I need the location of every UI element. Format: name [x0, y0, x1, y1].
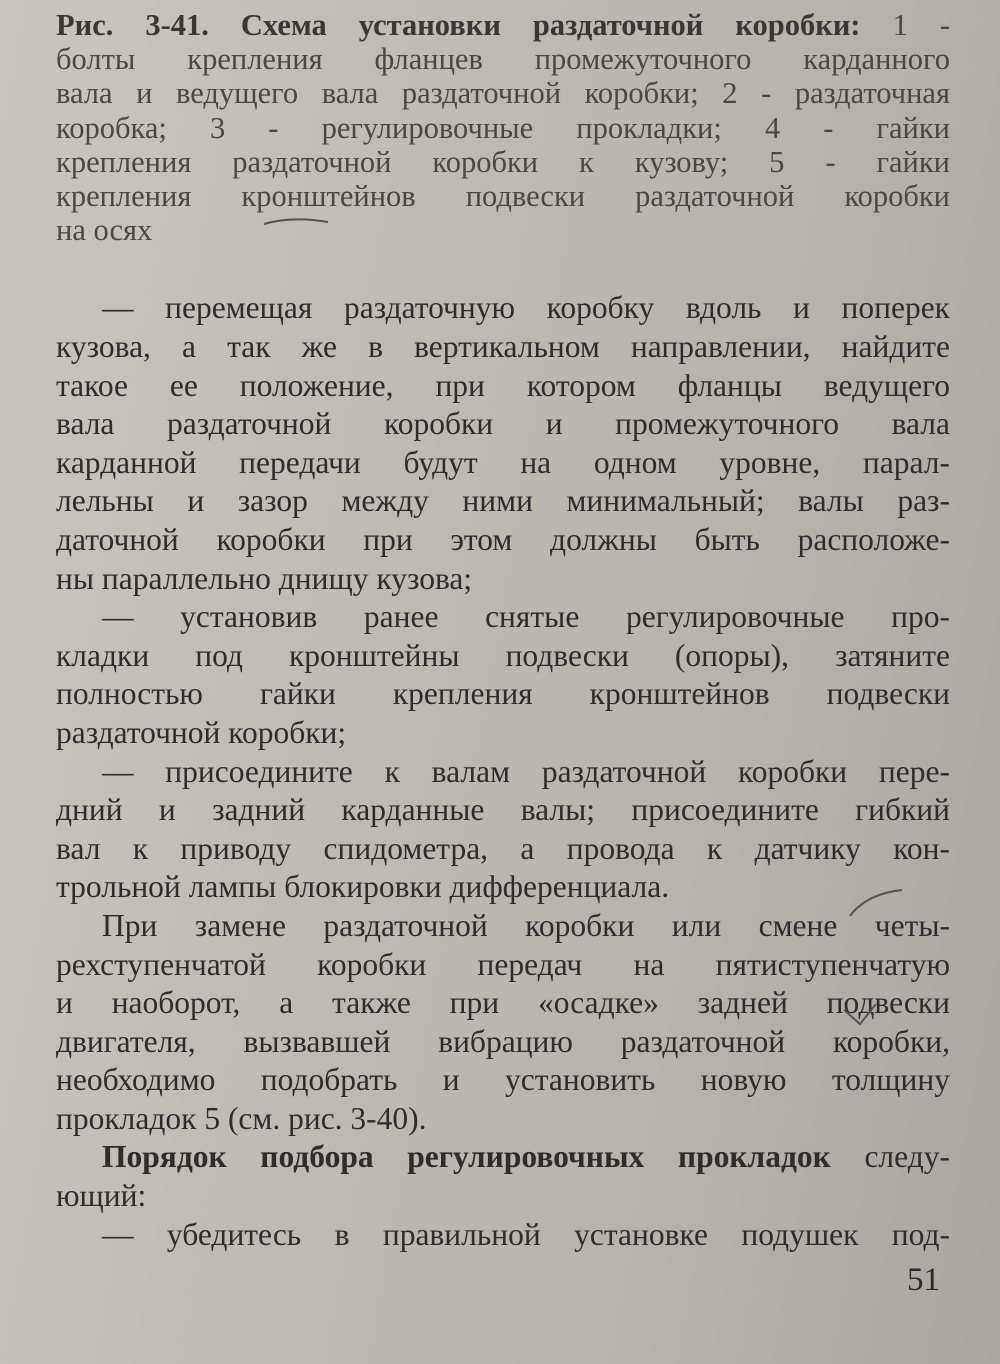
text-line: При замене раздаточной коробки или смене четы-	[102, 907, 950, 943]
text-line: — убедитесь в правильной установке подушек под-	[102, 1216, 950, 1252]
text-line	[56, 1138, 950, 1177]
bold-heading: Порядок подбора регулировочных прокладок	[102, 1139, 831, 1175]
text-line: необходимо подобрать и установить новую толщину	[56, 1062, 950, 1098]
text-line: — присоедините к валам раздаточной коробки пере-	[102, 753, 950, 789]
paragraph-5	[56, 1138, 950, 1215]
paragraph-3	[56, 753, 950, 907]
caption-line-5: крепления раздаточной коробки к кузову; 5 - гайки	[56, 144, 950, 179]
text-line: карданной передачи будут на одном уровне, парал-	[56, 444, 950, 480]
text-line: ны параллельно днищу кузова;	[56, 560, 473, 596]
text-line: — перемещая раздаточную коробку вдоль и поперек	[102, 290, 950, 326]
caption-line-7: на осях	[56, 213, 153, 248]
text-fragment: следу-	[864, 1139, 950, 1175]
paragraph-1	[56, 289, 950, 598]
text-line: такое ее положение, при котором фланцы ведущего	[56, 367, 950, 403]
body-text	[56, 289, 950, 1254]
text-line: раздаточной коробки;	[56, 714, 347, 750]
caption-line-3: вала и ведущего вала раздаточной коробки; 2 - раздаточная	[56, 76, 950, 111]
caption-text: 1 -	[892, 8, 950, 42]
text-line: вал к приводу спидометра, а провода к датчику кон-	[56, 830, 950, 866]
caption-heading: Рис. 3-41. Схема установки раздаточной коробки:	[56, 8, 861, 42]
text-line: вала раздаточной коробки и промежуточного вала	[56, 406, 950, 442]
text-line: — установив ранее снятые регулировочные про-	[102, 599, 950, 635]
page-number: 51	[907, 1262, 940, 1298]
text-line: двигателя, вызвавшей вибрацию раздаточной коробки,	[56, 1023, 950, 1059]
text-line: кузова, а так же в вертикальном направлении, найдите	[56, 329, 950, 365]
figure-caption	[56, 8, 950, 247]
text-line: дний и задний карданные валы; присоедините гибкий	[56, 792, 950, 828]
paragraph-6	[56, 1216, 950, 1255]
caption-line-1	[56, 8, 950, 42]
text-line: даточной коробки при этом должны быть расположе-	[56, 521, 950, 557]
caption-line-4: коробка; 3 - регулировочные прокладки; 4 - гайки	[56, 110, 950, 145]
caption-line-6: крепления кронштейнов подвески раздаточной коробки	[56, 179, 950, 214]
paragraph-4	[56, 907, 950, 1139]
text-line: лельны и зазор между ними минимальный; валы раз-	[56, 483, 950, 519]
text-line: прокладок 5 (см. рис. 3-40).	[56, 1100, 427, 1136]
paragraph-2	[56, 598, 950, 752]
text-line: ющий:	[56, 1178, 147, 1214]
caption-line-2: болты крепления фланцев промежуточного карданного	[56, 42, 950, 77]
text-line: и наоборот, а также при «осадке» задней подвески	[56, 985, 950, 1021]
text-line: трольной лампы блокировки дифференциала.	[56, 869, 670, 905]
text-line: полностью гайки крепления кронштейнов подвески	[56, 676, 950, 712]
text-line: рехступенчатой коробки передач на пятиступенчатую	[56, 946, 950, 982]
text-line: кладки под кронштейны подвески (опоры), затяните	[56, 637, 950, 673]
